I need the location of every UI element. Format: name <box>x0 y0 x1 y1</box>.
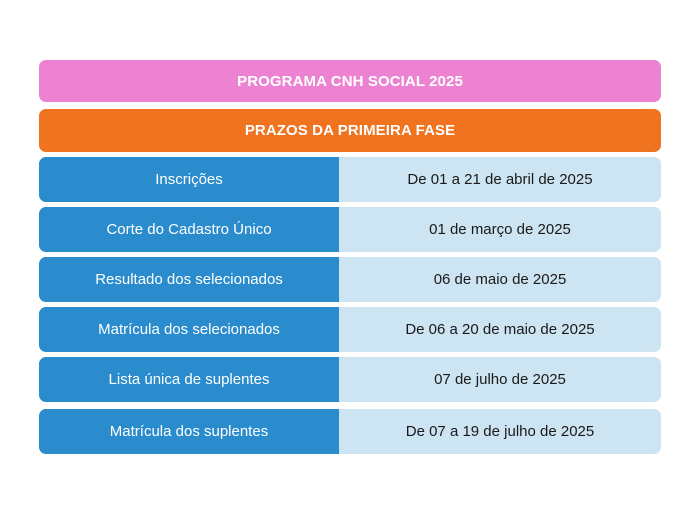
deadline-row-resultado <box>39 257 661 302</box>
deadline-value: 06 de maio de 2025 <box>339 257 661 302</box>
deadline-value: 01 de março de 2025 <box>339 207 661 252</box>
deadline-row-matricula-selecionados <box>39 307 661 352</box>
deadline-row-corte-cadastro <box>39 207 661 252</box>
deadline-value: De 01 a 21 de abril de 2025 <box>339 157 661 202</box>
phase-title: PRAZOS DA PRIMEIRA FASE <box>244 122 456 139</box>
deadline-label: Inscrições <box>39 157 339 202</box>
deadline-label: Resultado dos selecionados <box>39 257 339 302</box>
deadline-label: Corte do Cadastro Único <box>39 207 339 252</box>
program-title: PROGRAMA CNH SOCIAL 2025 <box>237 72 463 90</box>
program-title-banner <box>39 60 661 102</box>
deadline-row-inscricoes <box>39 157 661 202</box>
deadline-label: Lista única de suplentes <box>39 357 339 402</box>
deadline-value: De 06 a 20 de maio de 2025 <box>339 307 661 352</box>
deadline-label: Matrícula dos selecionados <box>39 307 339 352</box>
deadline-row-lista-suplentes <box>39 357 661 402</box>
deadline-value: De 07 a 19 de julho de 2025 <box>339 409 661 454</box>
deadline-label: Matrícula dos suplentes <box>39 409 339 454</box>
deadline-value: 07 de julho de 2025 <box>339 357 661 402</box>
phase-title-banner <box>39 109 661 152</box>
deadline-row-matricula-suplentes <box>39 409 661 454</box>
